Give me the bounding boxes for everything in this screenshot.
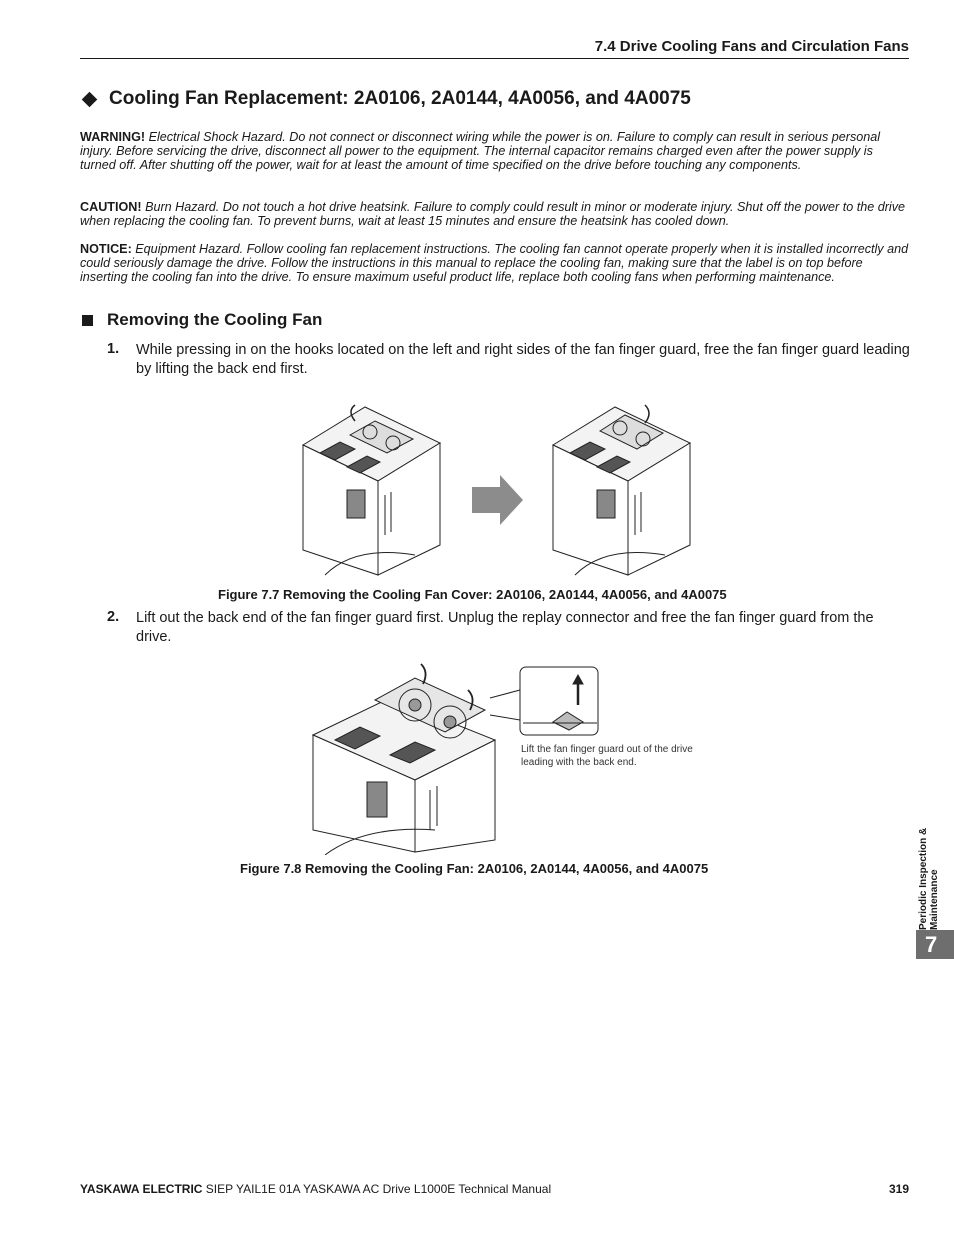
callout-detail-box xyxy=(490,667,598,735)
footer-doc: SIEP YAIL1E 01A YASKAWA AC Drive L1000E Technical Manual xyxy=(202,1182,552,1196)
running-header: 7.4 Drive Cooling Fans and Circulation Fans xyxy=(594,38,909,55)
warning-text: Electrical Shock Hazard. Do not connect or disconnect wiring while the power is on. Failure to comply can result in serious personal injury. Before servicing the drive, disconnect all power to the equipment. The internal capacitor remains charged even after the power supply is turned off. After shutting off the power, wait for at least the amount of time specified on the drive before touching any components. xyxy=(80,130,881,172)
caution-label: CAUTION! xyxy=(80,200,142,214)
notice-notice xyxy=(80,242,912,284)
drive-before-illustration xyxy=(303,405,440,575)
notice-text: Equipment Hazard. Follow cooling fan replacement instructions. The cooling fan cannot operate properly when it is installed incorrectly and could seriously damage the drive. Follow the instructions in this manual to replace the cooling fan, making sure that the label is on top before inserting the cooling fan into the drive. To ensure maximum useful product life, replace both cooling fans when performing maintenance. xyxy=(80,242,909,284)
warning-label: WARNING! xyxy=(80,130,146,144)
chapter-tab xyxy=(916,930,954,959)
figure-7-8-caption: Figure 7.8 Removing the Cooling Fan: 2A0106, 2A0144, 4A0056, and 4A0075 xyxy=(240,861,709,876)
step-2-text: Lift out the back end of the fan finger guard first. Unplug the replay connector and free the fan finger guard from the drive. xyxy=(136,610,874,645)
drive-after-illustration xyxy=(553,405,690,575)
section-title-text: Cooling Fan Replacement: 2A0106, 2A0144, 4A0056, and 4A0075 xyxy=(109,88,691,109)
subsection-title-text: Removing the Cooling Fan xyxy=(107,310,323,329)
transition-arrow-icon xyxy=(472,475,523,525)
warning-notice xyxy=(80,130,912,172)
chapter-number: 7 xyxy=(925,931,938,957)
notice-label: NOTICE: xyxy=(80,242,132,256)
footer-brand: YASKAWA ELECTRIC xyxy=(80,1182,203,1196)
figure-7-7-illustration xyxy=(295,395,695,580)
step-2-number: 2. xyxy=(107,609,120,625)
page-number: 319 xyxy=(888,1182,909,1196)
square-bullet-icon xyxy=(82,315,93,326)
subsection-title xyxy=(82,310,322,330)
side-tab-label: Periodic Inspection & Maintenance xyxy=(918,827,940,930)
caution-text: Burn Hazard. Do not touch a hot drive heatsink. Failure to comply could result in minor or moderate injury. Shut off the power to the drive when replacing the cooling fan. To prevent burns, wait at least 15 minutes and ensure the heatsink has cooled down. xyxy=(80,200,906,228)
figure-7-7-caption: Figure 7.7 Removing the Cooling Fan Cover: 2A0106, 2A0144, 4A0056, and 4A0075 xyxy=(218,587,727,602)
diamond-bullet-icon xyxy=(82,91,98,107)
step-1-text: While pressing in on the hooks located on the left and right sides of the fan finger guard, free the fan finger guard leading by lifting the back end first. xyxy=(136,342,910,377)
section-title xyxy=(80,88,691,110)
footer xyxy=(80,1182,551,1196)
header-rule xyxy=(80,58,909,59)
figure-7-8-callout-text: Lift the fan finger guard out of the drive leading with the back end. xyxy=(521,744,693,768)
caution-notice xyxy=(80,200,912,228)
step-1-number: 1. xyxy=(107,341,120,357)
